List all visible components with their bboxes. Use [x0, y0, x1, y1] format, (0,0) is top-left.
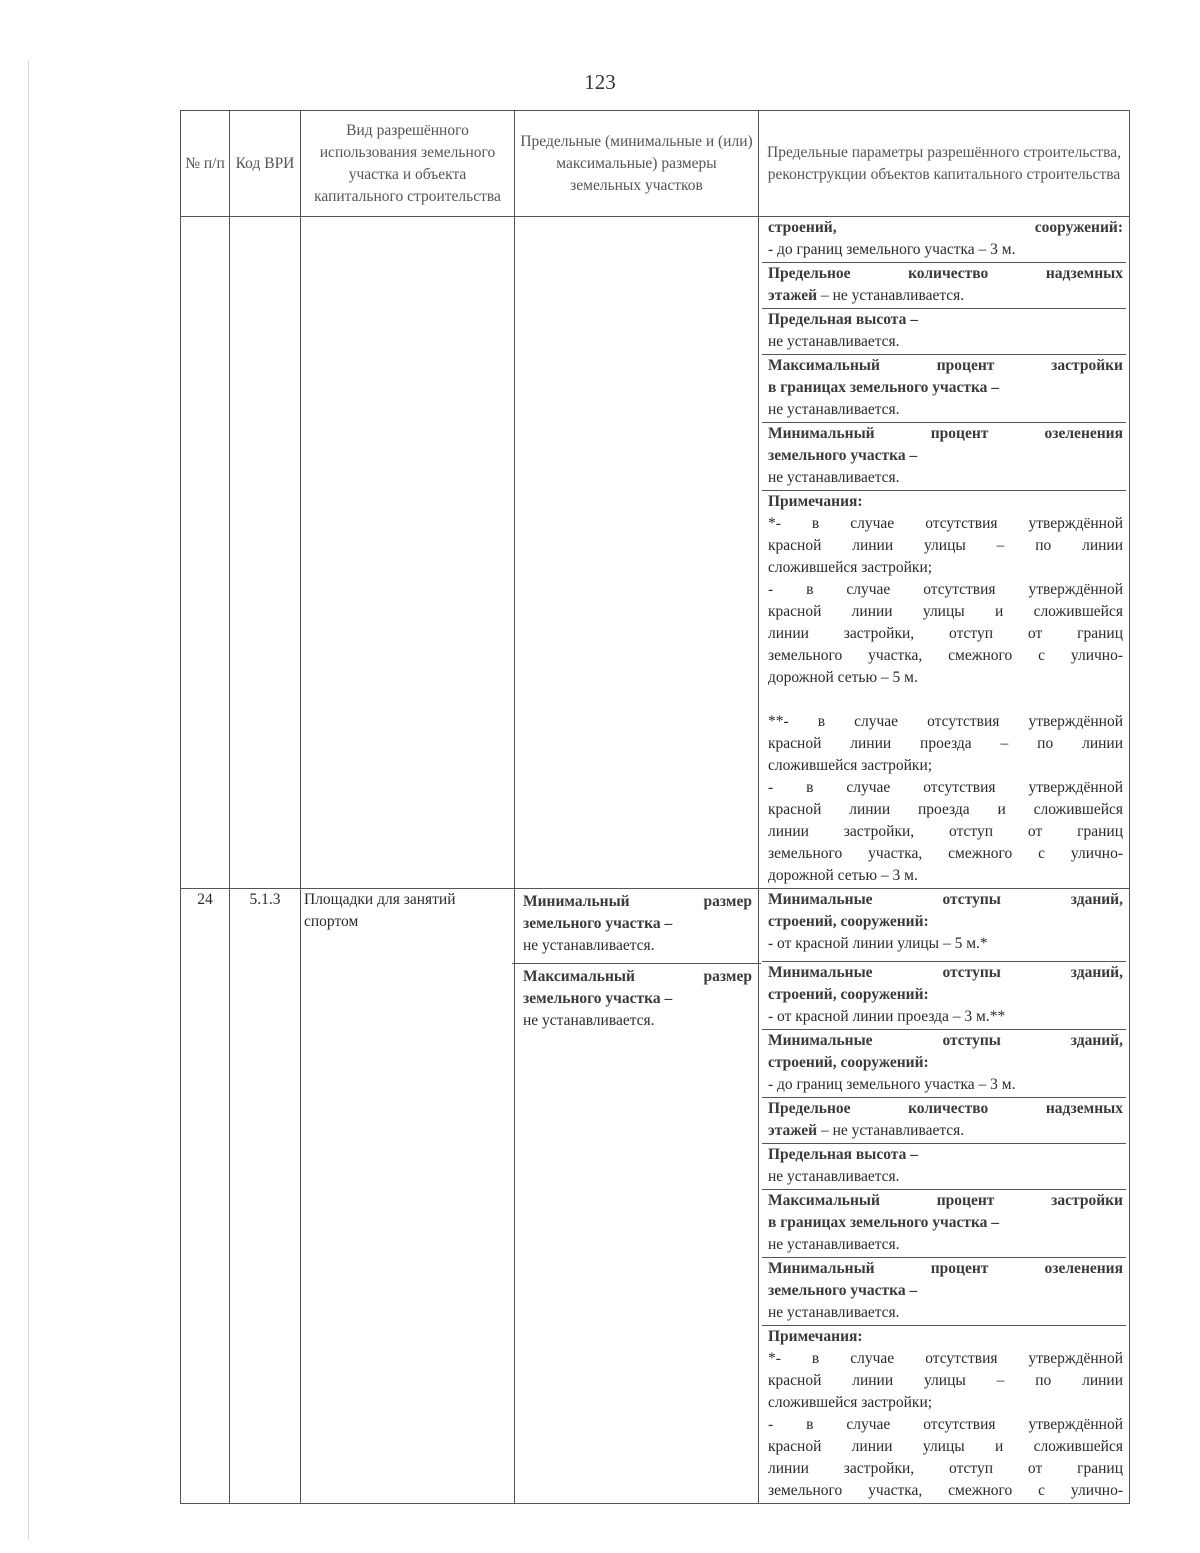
param-text: не устанавливается. — [768, 401, 900, 418]
header-number: № п/п — [181, 111, 230, 217]
note-line: красной линии проезда – по линии — [768, 735, 1123, 752]
param-text: Минимальный процент озеленения — [768, 1260, 1123, 1277]
cont-params-cell — [759, 217, 1130, 889]
note-line: красной линии улицы и сложившейся — [768, 1438, 1123, 1455]
note-line: земельного участка, смежного с улично- — [768, 845, 1123, 862]
param-text: Минимальный процент озеленения — [768, 425, 1123, 442]
header-use-type: Вид разрешённого использования земельного участка и объекта капитального строительства — [301, 111, 515, 217]
note-line: красной линии улицы – по линии — [768, 1372, 1123, 1389]
row-code: 5.1.3 — [230, 889, 301, 1504]
use-text: Площадки для занятий — [304, 891, 456, 908]
param-text: не устанавливается. — [768, 1236, 900, 1253]
param-text: - от красной линии улицы – 5 м.* — [768, 935, 988, 952]
param-text: земельного участка – — [768, 1282, 918, 1299]
param-height — [762, 309, 1126, 355]
notes-title: Примечания: — [768, 1328, 863, 1345]
param-text: Предельное количество надземных — [768, 1100, 1123, 1117]
param-text: не устанавливается. — [768, 1168, 900, 1185]
cont-size-cell — [515, 217, 759, 889]
cont-code-cell — [230, 217, 301, 889]
use-text: спортом — [304, 913, 359, 930]
note-line: - в случае отсутствия утверждённой — [768, 779, 1123, 796]
note-line: дорожной сетью – 3 м. — [768, 867, 918, 884]
param-text: земельного участка – — [768, 447, 918, 464]
note-line: линии застройки, отступ от границ — [768, 625, 1123, 642]
size-text: не устанавливается. — [523, 1012, 655, 1029]
param-floors — [762, 263, 1126, 309]
param-text: строений, сооружений: — [768, 1054, 929, 1071]
param-height — [762, 1144, 1126, 1190]
size-text: не устанавливается. — [523, 937, 655, 954]
table-row-continuation — [181, 217, 1130, 889]
note-line: сложившейся застройки; — [768, 757, 933, 774]
note-line: красной линии проезда и сложившейся — [768, 801, 1123, 818]
size-text: земельного участка – — [523, 990, 673, 1007]
param-text: Предельная высота – — [768, 311, 918, 328]
param-text: Предельное количество надземных — [768, 265, 1123, 282]
param-text: этажей — [768, 287, 818, 304]
param-text: Максимальный процент застройки — [768, 357, 1123, 374]
cont-number-cell — [181, 217, 230, 889]
param-notes — [762, 491, 1126, 888]
param-max-coverage — [762, 1190, 1126, 1258]
header-build-params: Предельные параметры разрешённого строительства, реконструкции объектов капитального строительства — [759, 111, 1130, 217]
page-number: 123 — [584, 70, 616, 94]
param-min-greenery — [762, 1258, 1126, 1326]
header-plot-sizes: Предельные (минимальные и (или) максимальные) размеры земельных участков — [515, 111, 759, 217]
param-text: этажей — [768, 1122, 818, 1139]
param-setback-street — [762, 889, 1126, 962]
param-setback-driveway — [762, 962, 1126, 1030]
param-text: Предельная высота – — [768, 1146, 918, 1163]
param-text: Минимальные отступы зданий, — [768, 1032, 1123, 1049]
param-setback-boundary — [762, 217, 1126, 263]
param-text: строений, сооружений: — [768, 913, 929, 930]
note-line: земельного участка, смежного с улично- — [768, 647, 1123, 664]
note-line: красной линии улицы – по линии — [768, 537, 1123, 554]
param-text: - до границ земельного участка – 3 м. — [768, 241, 1016, 258]
note-line: - в случае отсутствия утверждённой — [768, 581, 1123, 598]
param-text: - от красной линии проезда – 3 м.** — [768, 1008, 1006, 1025]
param-text: Минимальные отступы зданий, — [768, 891, 1123, 908]
note-line: - в случае отсутствия утверждённой — [768, 1416, 1123, 1433]
param-text: в границах земельного участка – — [768, 1214, 1000, 1231]
param-floors — [762, 1098, 1126, 1144]
param-min-greenery — [762, 423, 1126, 491]
cont-use-cell — [301, 217, 515, 889]
param-text: не устанавливается. — [768, 333, 900, 350]
size-text: земельного участка – — [523, 915, 673, 932]
max-plot-size — [515, 964, 758, 1038]
param-text: – не устанавливается. — [817, 287, 965, 304]
notes-title: Примечания: — [768, 493, 863, 510]
note-line: сложившейся застройки; — [768, 1394, 933, 1411]
row-plot-sizes — [515, 889, 759, 1504]
param-text: – не устанавливается. — [817, 1122, 965, 1139]
param-text: Минимальные отступы зданий, — [768, 964, 1123, 981]
param-text: строений, сооружений: — [768, 986, 929, 1003]
header-code: Код ВРИ — [230, 111, 301, 217]
regulations-table — [180, 110, 1130, 1504]
row-build-params — [759, 889, 1130, 1504]
table-header-row — [181, 111, 1130, 217]
param-max-coverage — [762, 355, 1126, 423]
note-line: линии застройки, отступ от границ — [768, 823, 1123, 840]
param-text: не устанавливается. — [768, 469, 900, 486]
param-text: строений, сооружений: — [768, 219, 1123, 236]
param-notes — [762, 1326, 1126, 1503]
note-line: сложившейся застройки; — [768, 559, 933, 576]
param-setback-boundary — [762, 1030, 1126, 1098]
param-text: - до границ земельного участка – 3 м. — [768, 1076, 1016, 1093]
note-line: *- в случае отсутствия утверждённой — [768, 1350, 1123, 1367]
param-text: не устанавливается. — [768, 1304, 900, 1321]
param-text: Максимальный процент застройки — [768, 1192, 1123, 1209]
row-use-type — [301, 889, 515, 1504]
min-plot-size — [515, 889, 758, 963]
note-line: **- в случае отсутствия утверждённой — [768, 713, 1123, 730]
note-line: земельного участка, смежного с улично- — [768, 1482, 1123, 1499]
note-line: красной линии улицы и сложившейся — [768, 603, 1123, 620]
size-text: Максимальный размер — [523, 968, 752, 985]
param-text: в границах земельного участка – — [768, 379, 1000, 396]
note-line: *- в случае отсутствия утверждённой — [768, 515, 1123, 532]
table-row-24 — [181, 889, 1130, 1504]
note-line: дорожной сетью – 5 м. — [768, 669, 918, 686]
note-line: линии застройки, отступ от границ — [768, 1460, 1123, 1477]
scan-edge-line — [28, 60, 29, 1540]
size-text: Минимальный размер — [523, 893, 752, 910]
row-number: 24 — [181, 889, 230, 1504]
